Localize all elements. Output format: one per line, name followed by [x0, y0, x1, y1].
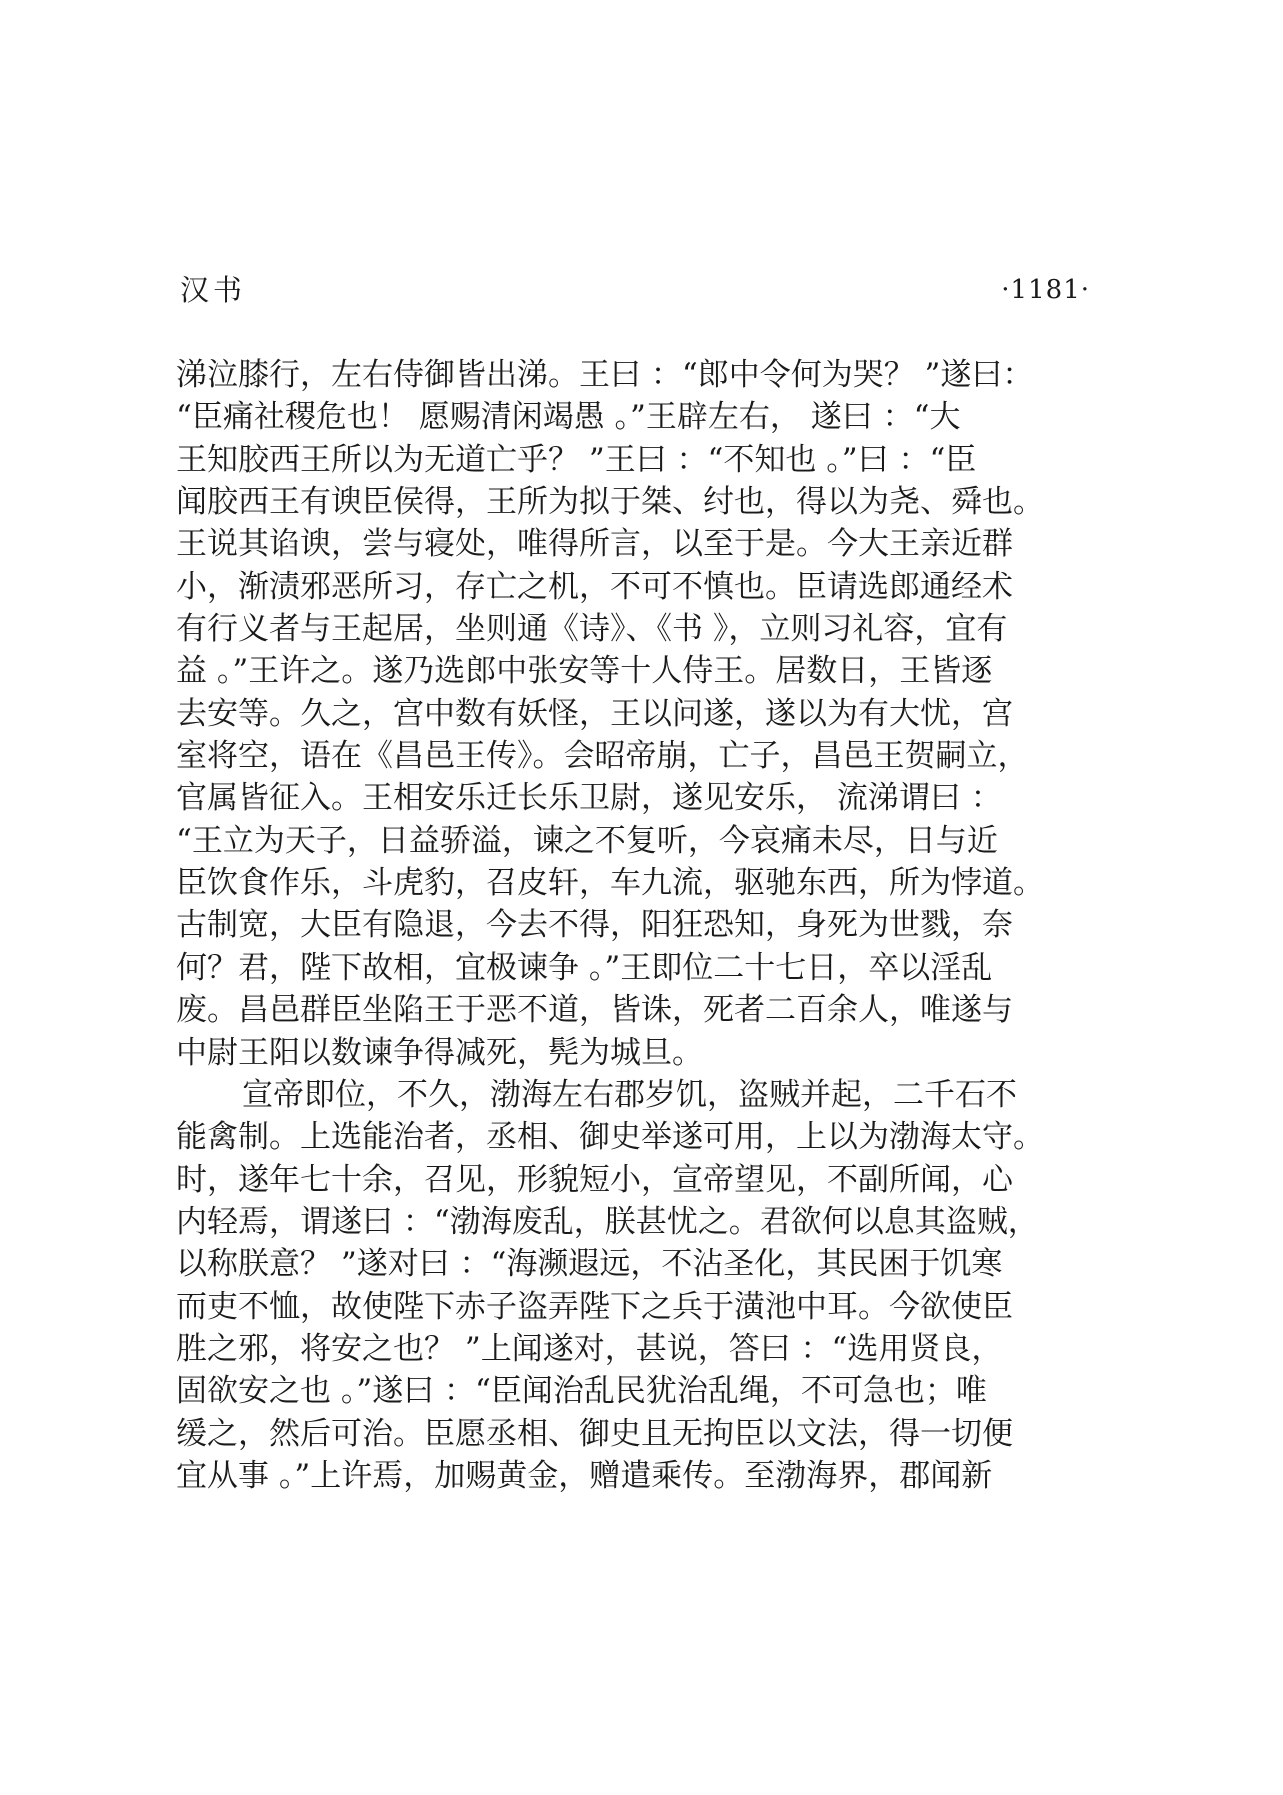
text-line: 宜从事 。”上许焉，加赐黄金，赠遣乘传。至渤海界，郡闻新 [176, 1457, 993, 1494]
text-line: “臣痛社稷危也！ 愿赐清闲竭愚 。”王辟左右， 遂曰 ：“大 [176, 399, 961, 436]
paragraph-first-line: 宣帝即位，不久，渤海左右郡岁饥，盗贼并起，二千石不 [242, 1076, 1017, 1113]
text-line: 闻胶西王有谀臣侯得，王所为拟于桀、纣也，得以为尧、舜也。 [176, 484, 1044, 521]
text-line: 室将空，语在《昌邑王传》。会昭帝崩，亡子，昌邑王贺嗣立， [176, 738, 1029, 775]
text-line: 涕泣膝行，左右侍御皆出涕。王曰 ：“郎中令何为哭？ ”遂曰： [176, 357, 1034, 393]
text-line: 益 。”王许之。遂乃选郎中张安等十人侍王。居数日，王皆逐 [176, 653, 993, 690]
text-line: 胜之邪，将安之也？ ”上闻遂对，甚说，答曰 ：“选用贤良， [176, 1330, 1003, 1367]
body-text [176, 354, 1096, 1497]
text-line: 废。昌邑群臣坐陷王于恶不道，皆诛，死者二百余人，唯遂与 [176, 992, 1013, 1029]
text-line: 王说其谄谀，尝与寝处，唯得所言，以至于是。今大王亲近群 [176, 526, 1013, 563]
text-line: 固欲安之也 。”遂曰 ：“臣闻治乱民犹治乱绳，不可急也；唯 [176, 1373, 987, 1410]
book-title: 汉书 [180, 273, 247, 307]
text-line: 何？君，陛下故相，宜极谏争 。”王即位二十七日，卒以淫乱 [176, 949, 993, 986]
page-number: ·1181· [1001, 275, 1090, 305]
text-line: 有行义者与王起居，坐则通《诗》、《书 》，立则习礼容，宜有 [176, 611, 1008, 648]
text-line: 官属皆征入。王相安乐迁长乐卫尉，遂见安乐， 流涕谓曰 ： [176, 780, 1002, 817]
text-line: 以称朕意？ ”遂对曰 ：“海濒遐远，不沾圣化，其民困于饥寒 [176, 1246, 1003, 1283]
text-line: 臣饮食作乐，斗虎豹，召皮轩，车九流，驱驰东西，所为悖道。 [176, 865, 1044, 902]
text-line: 内轻焉，谓遂曰 ：“渤海废乱，朕甚忧之。君欲何以息其盗贼， [176, 1203, 1039, 1240]
text-line: 而吏不恤，故使陛下赤子盗弄陛下之兵于潢池中耳。今欲使臣 [176, 1288, 1013, 1325]
text-line: 古制宽，大臣有隐退，今去不得，阳狂恐知，身死为世戮，奈 [176, 907, 1013, 944]
text-line: 能禽制。上选能治者，丞相、御史举遂可用，上以为渤海太守。 [176, 1119, 1044, 1156]
running-header [180, 270, 1090, 310]
text-line: “王立为天子，日益骄溢，谏之不复听，今哀痛未尽，日与近 [176, 822, 998, 859]
text-line: 小，渐渍邪恶所习，存亡之机，不可不慎也。臣请选郎通经术 [176, 568, 1013, 605]
text-line: 王知胶西王所以为无道亡乎？ ”王曰 ：“不知也 。”曰 ：“臣 [176, 441, 977, 478]
text-line: 缓之，然后可治。臣愿丞相、御史且无拘臣以文法，得一切便 [176, 1415, 1013, 1452]
text-line: 时，遂年七十余，召见，形貌短小，宣帝望见，不副所闻，心 [176, 1161, 1013, 1198]
text-line: 中尉王阳以数谏争得减死，髡为城旦。 [176, 1034, 703, 1071]
text-line: 去安等。久之，宫中数有妖怪，王以问遂，遂以为有大忧，宫 [176, 695, 1013, 732]
